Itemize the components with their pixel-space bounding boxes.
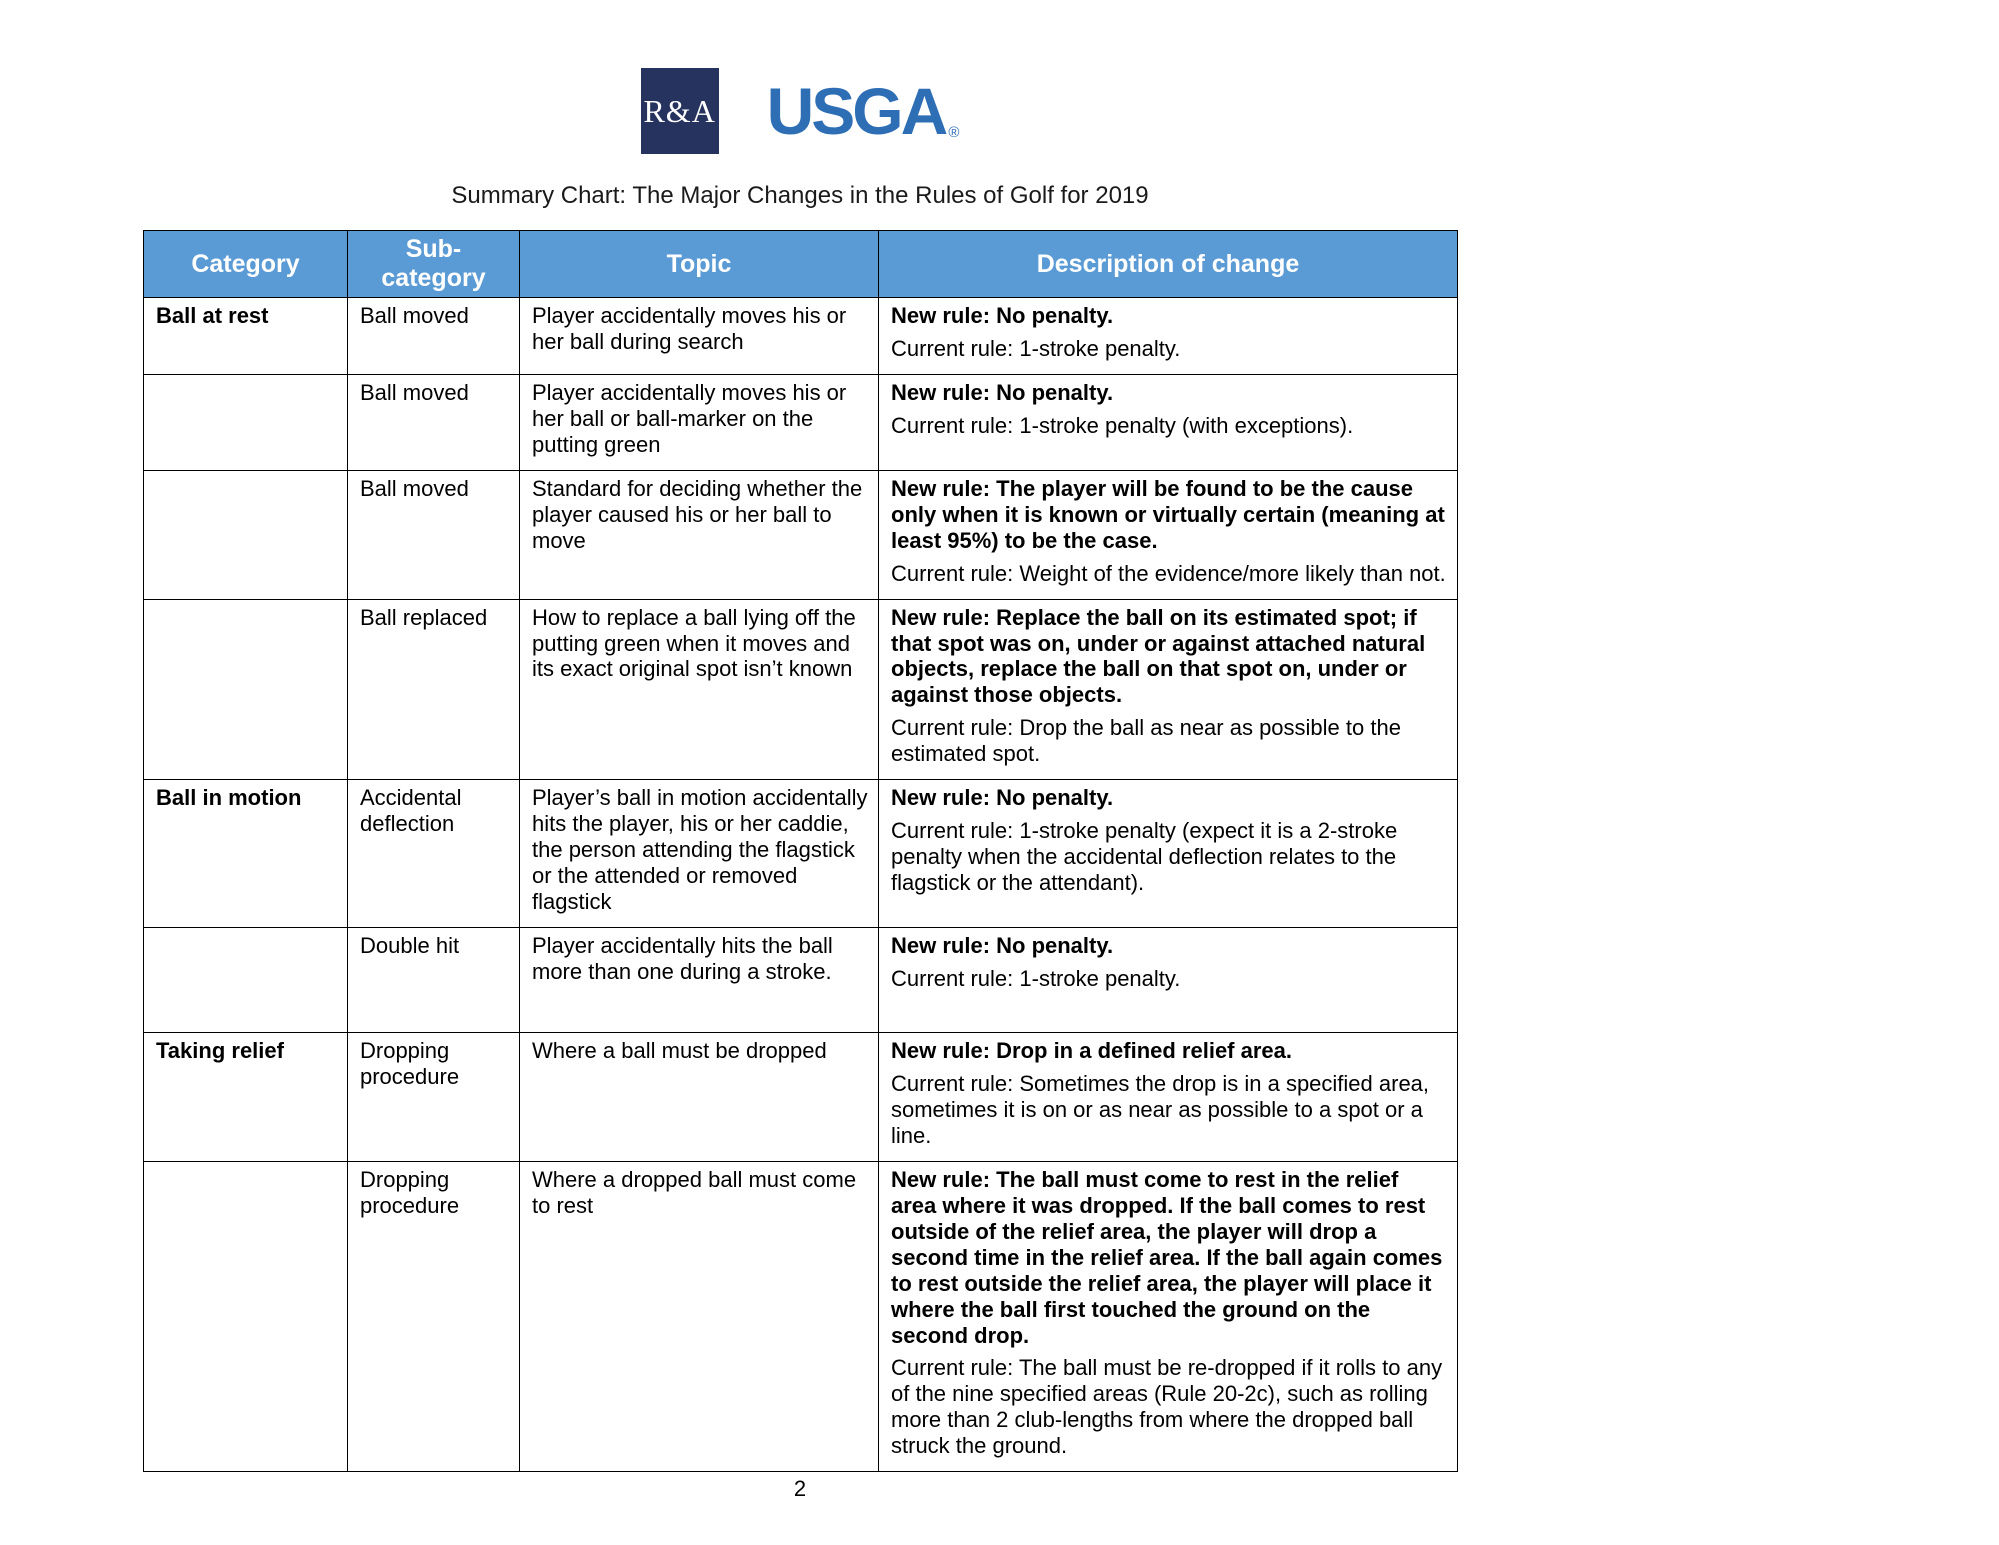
header-cell-subcategory: Sub-category: [348, 231, 520, 298]
description-cell: [879, 298, 1458, 375]
rules-summary-table: [143, 230, 1458, 1472]
ra-logo: [641, 68, 719, 154]
current-rule-text: Current rule: 1-stroke penalty.: [891, 966, 1181, 992]
current-rule-text: Current rule: Sometimes the drop is in a specified area, sometimes it is on or as near as possible to a spot or a line.: [891, 1070, 1430, 1148]
new-rule-text: New rule: No penalty.: [891, 379, 1114, 405]
new-rule-text: New rule: No penalty.: [891, 785, 1114, 811]
topic-cell: Standard for deciding whether the player caused his or her ball to move: [520, 470, 879, 599]
category-cell: [144, 928, 348, 1033]
topic-cell: Player accidentally moves his or her ball during search: [520, 298, 879, 375]
ra-logo-text: R&A: [643, 92, 716, 129]
registered-trademark-icon: ®: [948, 124, 960, 141]
description-cell: [879, 599, 1458, 780]
new-rule-text: New rule: The ball must come to rest in the relief area where it was dropped. If the ball comes to rest outside of the relief area, the player will drop a second time in the relief area. If the ball again comes to rest outside the relief area, the player will place it where the ball first touched the ground on the second drop.: [891, 1166, 1443, 1348]
table-row: [144, 1032, 1458, 1161]
description-cell: [879, 470, 1458, 599]
table-row: [144, 780, 1458, 928]
description-cell: [879, 928, 1458, 1033]
header-cell-category: Category: [144, 231, 348, 298]
new-rule-text: New rule: Replace the ball on its estimated spot; if that spot was on, under or against attached natural objects, replace the ball on that spot on, under or against those objects.: [891, 604, 1426, 708]
logo-row: [143, 68, 1457, 154]
header-cell-description: Description of change: [879, 231, 1458, 298]
description-cell: [879, 780, 1458, 928]
subcategory-cell: Ball replaced: [348, 599, 520, 780]
subcategory-cell: Accidental deflection: [348, 780, 520, 928]
subcategory-cell: Dropping procedure: [348, 1161, 520, 1471]
topic-cell: Player’s ball in motion accidentally hits the player, his or her caddie, the person attending the flagstick or the attended or removed flagstick: [520, 780, 879, 928]
category-cell: [144, 470, 348, 599]
new-rule-text: New rule: No penalty.: [891, 933, 1114, 959]
page-content: [143, 0, 1457, 1502]
table-row: [144, 298, 1458, 375]
category-cell: [144, 599, 348, 780]
subcategory-cell: Dropping procedure: [348, 1032, 520, 1161]
table-row: [144, 470, 1458, 599]
table-row: [144, 928, 1458, 1033]
table-header-row: [144, 231, 1458, 298]
new-rule-text: New rule: The player will be found to be the cause only when it is known or virtually certain (meaning at least 95%) to be the case.: [891, 475, 1445, 553]
current-rule-text: Current rule: The ball must be re-dropped if it rolls to any of the nine specified areas (Rule 20-2c), such as rolling more than 2 club-lengths from where the dropped ball struck the ground.: [891, 1355, 1443, 1459]
topic-cell: Player accidentally moves his or her ball or ball-marker on the putting green: [520, 374, 879, 470]
table-row: [144, 599, 1458, 780]
subcategory-cell: Ball moved: [348, 470, 520, 599]
category-cell: [144, 1161, 348, 1471]
subcategory-cell: Ball moved: [348, 298, 520, 375]
new-rule-text: New rule: No penalty.: [891, 303, 1114, 328]
page-number: 2: [793, 1476, 807, 1502]
current-rule-text: Current rule: 1-stroke penalty (with exceptions).: [891, 412, 1354, 438]
category-cell: Taking relief: [144, 1032, 348, 1161]
topic-cell: Where a dropped ball must come to rest: [520, 1161, 879, 1471]
usga-logo-text: USGA: [766, 74, 946, 148]
current-rule-text: Current rule: Weight of the evidence/more likely than not.: [891, 560, 1446, 586]
current-rule-text: Current rule: Drop the ball as near as possible to the estimated spot.: [891, 715, 1401, 767]
category-cell: [144, 374, 348, 470]
subcategory-cell: Double hit: [348, 928, 520, 1033]
category-cell: Ball at rest: [144, 298, 348, 375]
topic-cell: Where a ball must be dropped: [520, 1032, 879, 1161]
topic-cell: Player accidentally hits the ball more than one during a stroke.: [520, 928, 879, 1033]
description-cell: [879, 1032, 1458, 1161]
topic-cell: How to replace a ball lying off the putting green when it moves and its exact original spot isn’t known: [520, 599, 879, 780]
description-cell: [879, 1161, 1458, 1471]
current-rule-text: Current rule: 1-stroke penalty (expect it is a 2-stroke penalty when the accidental deflection relates to the flagstick or the attendant).: [891, 818, 1398, 896]
page-title: Summary Chart: The Major Changes in the Rules of Golf for 2019: [451, 182, 1149, 209]
category-cell: Ball in motion: [144, 780, 348, 928]
new-rule-text: New rule: Drop in a defined relief area.: [891, 1037, 1292, 1063]
current-rule-text: Current rule: 1-stroke penalty.: [891, 335, 1181, 361]
usga-logo: [766, 74, 960, 148]
table-row: [144, 1161, 1458, 1471]
table-row: [144, 374, 1458, 470]
subcategory-cell: Ball moved: [348, 374, 520, 470]
header-cell-topic: Topic: [520, 231, 879, 298]
description-cell: [879, 374, 1458, 470]
